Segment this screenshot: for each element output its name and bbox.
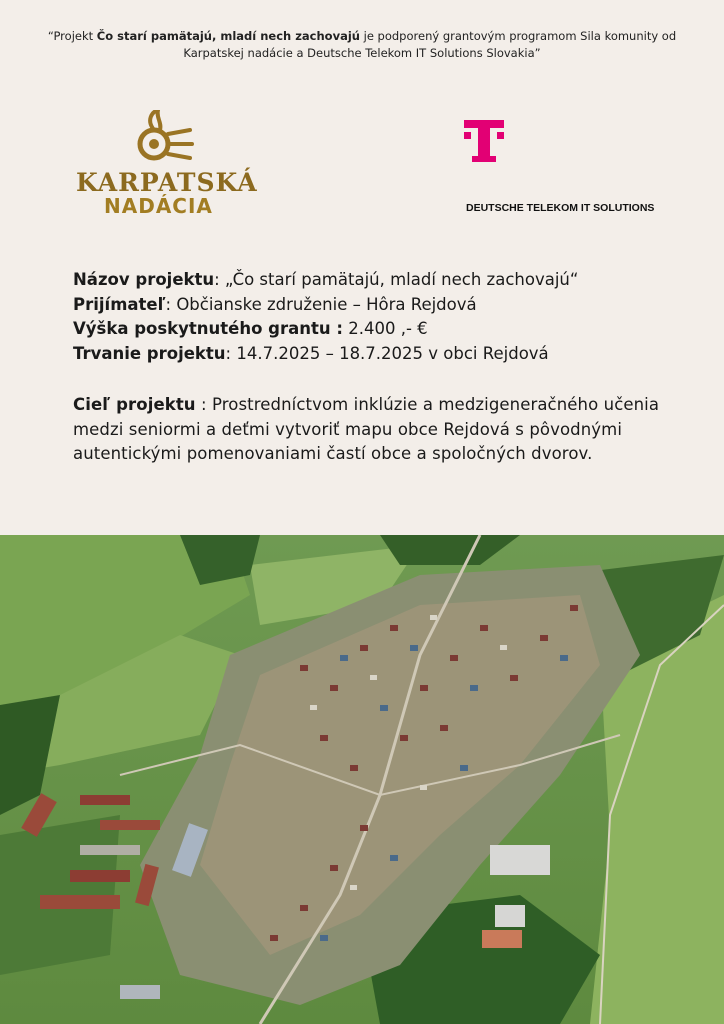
duration-value: : 14.7.2025 – 18.7.2025 v obci Rejdová [225,343,549,363]
grant-label: Výška poskytnutého grantu : [73,319,343,338]
info-row-duration [73,342,673,367]
info-row-name [73,268,673,293]
intro-text [40,28,684,62]
village-aerial-photo [0,535,724,1024]
intro-suffix: je podporený grantovým programom Sila komunity od Karpatskej nadácie a Deutsche Telekom IT Solutions Slovakia” [183,29,677,60]
intro-prefix: “Projekt [47,29,97,43]
intro-project-name: Čo starí pamätajú, mladí nech zachovajú [96,29,360,43]
karpatska-wordmark: KARPATSKÁ [76,168,258,197]
recipient-value: : Občianske združenie – Hôra Rejdová [165,294,477,314]
telekom-t-logo-icon [464,120,504,166]
karpatska-nadacia-logo [74,110,258,220]
name-value: : „Čo starí pamätajú, mladí nech zachovajú“ [214,270,579,289]
nadacia-wordmark: NADÁCIA [104,194,213,218]
project-goal [73,393,663,467]
info-row-recipient [73,293,673,318]
project-info [73,268,673,366]
telekom-label: DEUTSCHE TELEKOM IT SOLUTIONS [466,202,655,214]
karpatska-flame-icon [132,110,194,166]
goal-text: : Prostredníctvom inklúzie a medzigeneračného učenia medzi seniormi a deťmi vytvoriť mapu obce Rejdová s pôvodnými autentickými pomenovaniami častí obce a spoločných dvorov. [73,395,660,463]
recipient-label: Prijímateľ [73,294,166,314]
name-label: Názov projektu [73,270,215,289]
duration-label: Trvanie projektu [73,343,226,363]
grant-value: 2.400 ,- € [343,319,428,338]
goal-label: Cieľ projektu [73,395,196,414]
info-row-grant [73,317,673,342]
